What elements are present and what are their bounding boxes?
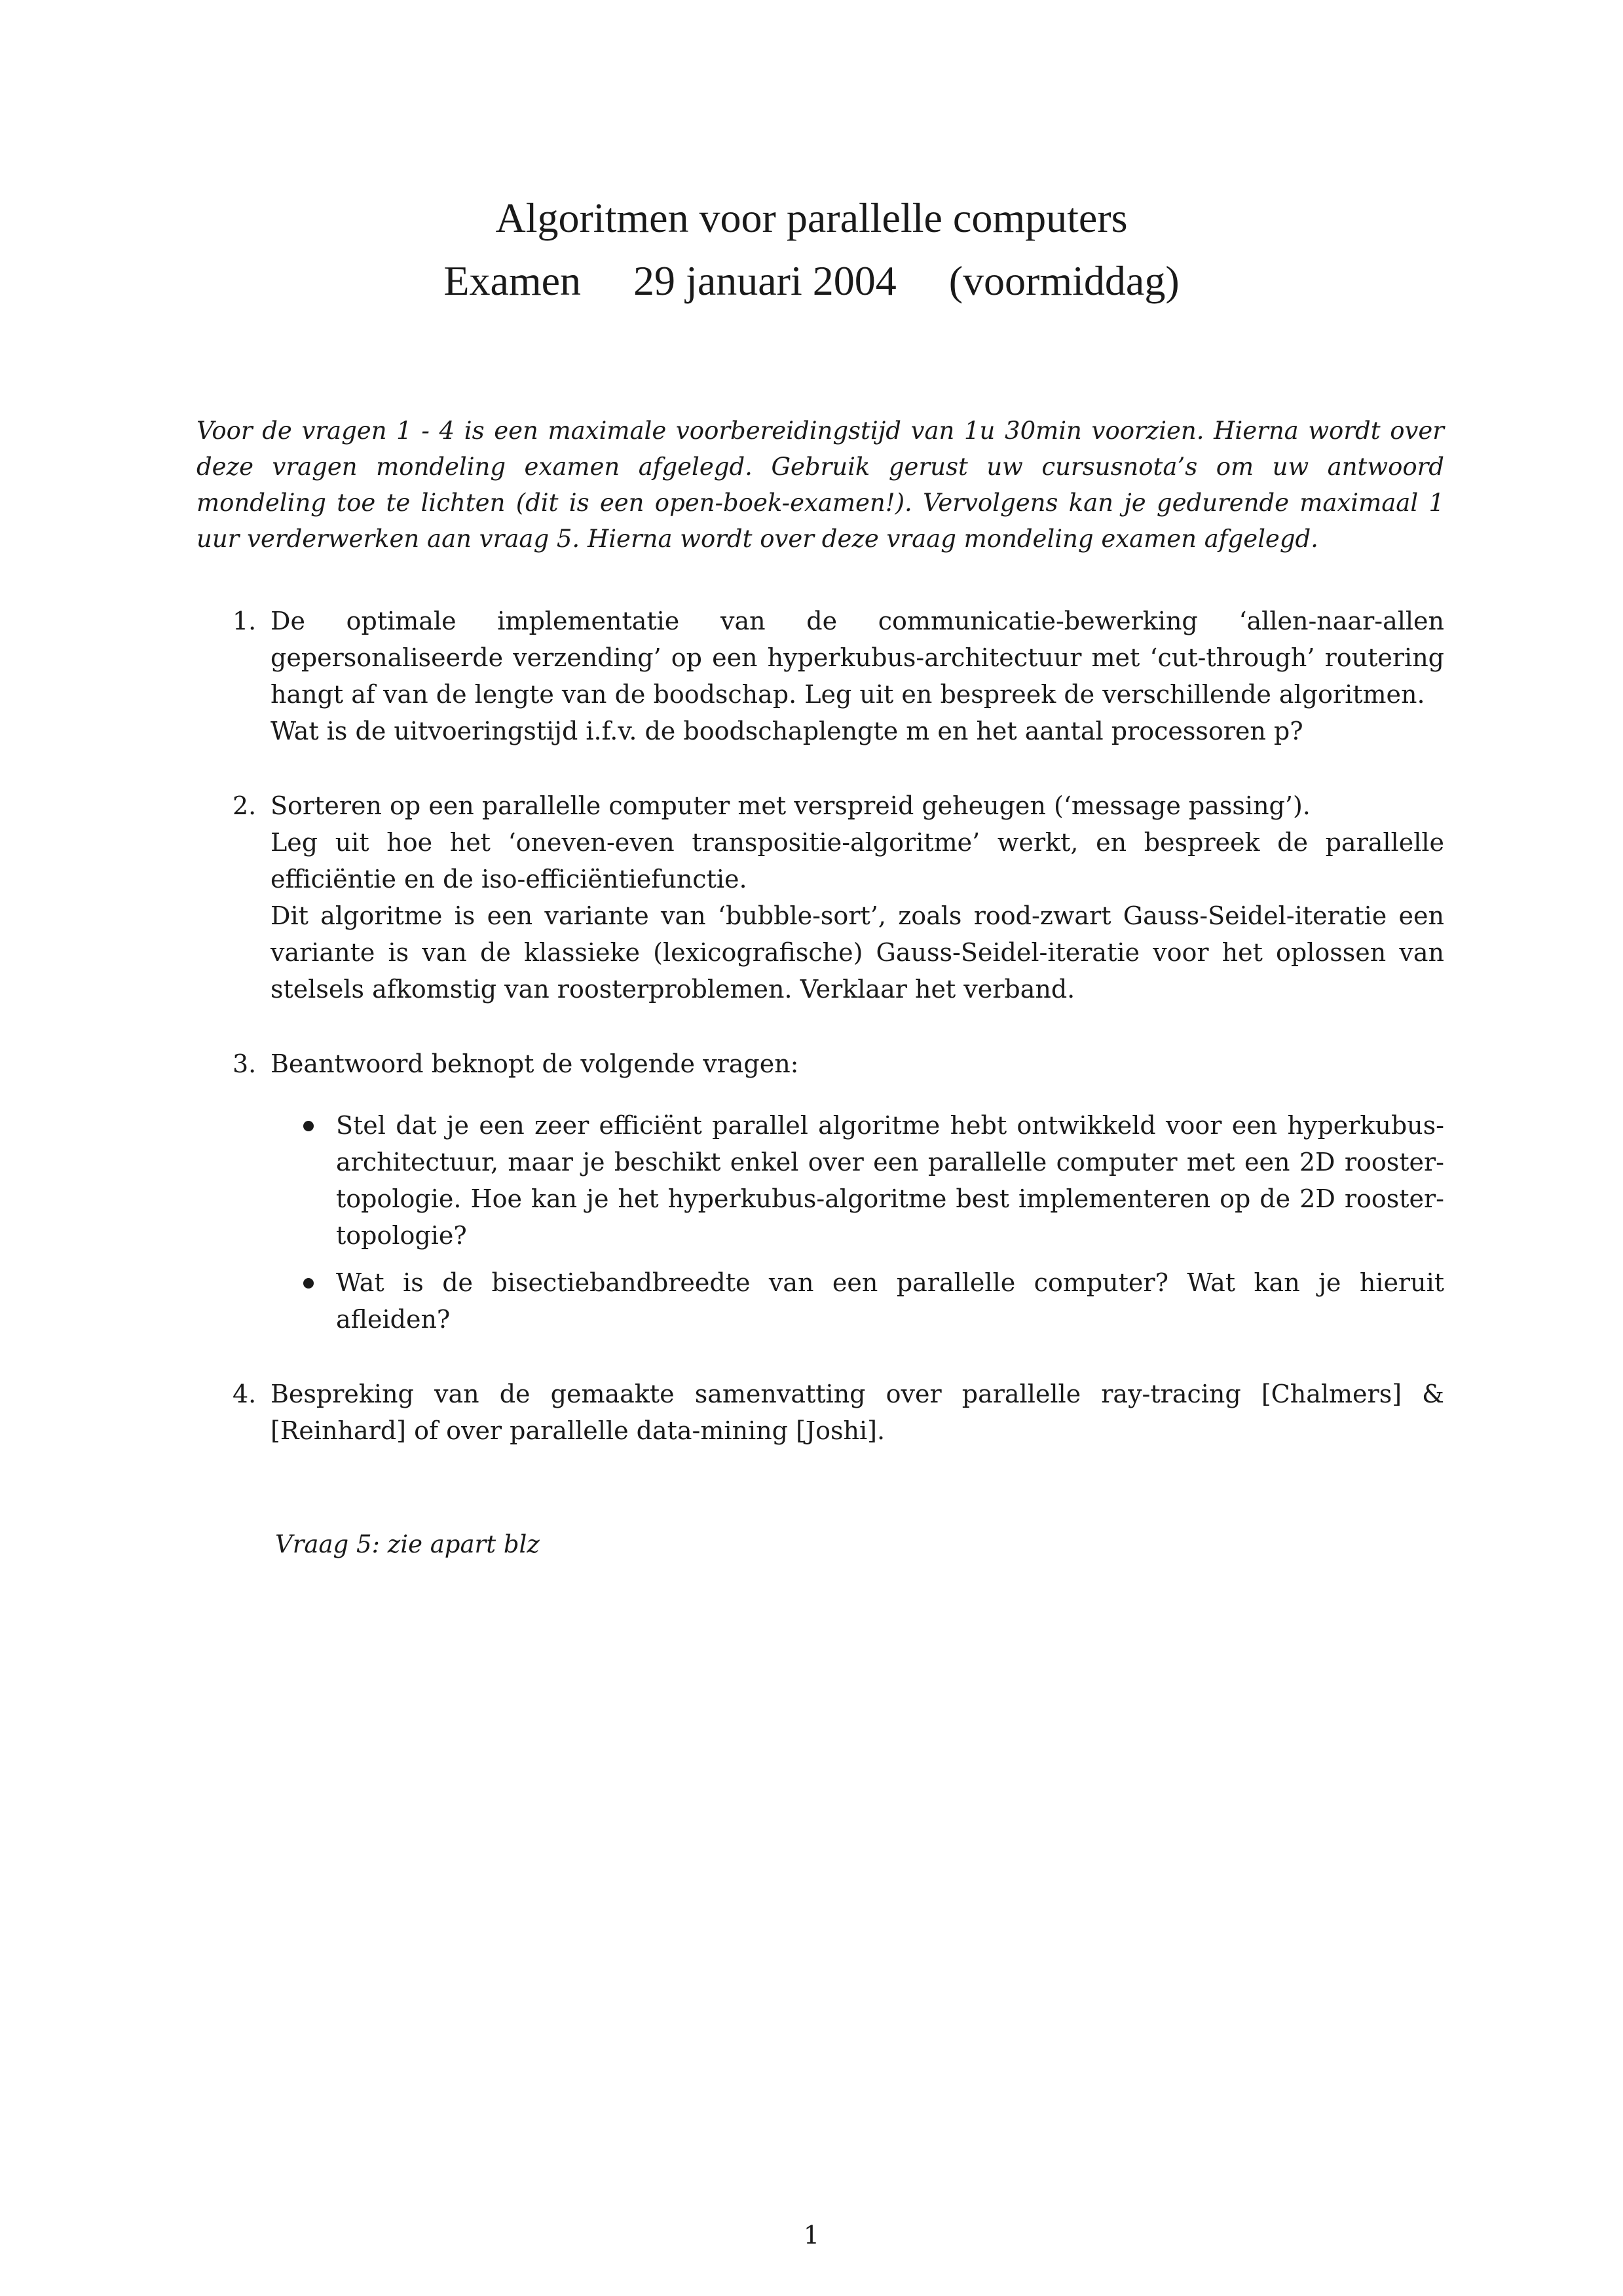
question-3 — [233, 1045, 1444, 1338]
question-2 — [233, 787, 1444, 1007]
question-text: Sorteren op een parallelle computer met verspreid geheugen (‘message passing’). — [270, 791, 1311, 820]
question-number: 4. — [233, 1380, 257, 1408]
bullet-icon — [303, 1121, 314, 1131]
bullet-item — [336, 1264, 1444, 1338]
question-number: 2. — [233, 791, 257, 820]
question-number: 1. — [233, 607, 257, 635]
question-text: De optimale implementatie van de communicatie-bewerking ‘allen-naar-allen gepersonaliseerde verzending’ op een hyperkubus-architectuur met ‘cut-through’ routering hangt af van de lengte van de boodschap. Leg uit en bespreek de verschillende algoritmen. — [270, 607, 1444, 709]
question-text: Leg uit hoe het ‘oneven-even transpositie-algoritme’ werkt, en bespreek de parallelle efficiëntie en de iso-efficiëntiefunctie. — [270, 828, 1444, 894]
question-list — [233, 603, 1444, 1487]
question-text: Dit algoritme is een variante van ‘bubble-sort’, zoals rood-zwart Gauss-Seidel-iteratie een variante is van de klassieke (lexicografische) Gauss-Seidel-iteratie voor het oplossen van stelsels afkomstig van roosterproblemen. Verklaar het verband. — [270, 901, 1444, 1004]
exam-label: Examen — [443, 257, 582, 304]
bullet-text: Stel dat je een zeer efficiënt parallel algoritme hebt ontwikkeld voor een hyperkubus-architectuur, maar je beschikt enkel over een parallelle computer met een 2D rooster-topologie. Hoe kan je het hyperkubus-algoritme best implementeren op de 2D rooster-topologie? — [336, 1111, 1444, 1250]
course-title: Algoritmen voor parallelle computers — [495, 195, 1128, 241]
intro-paragraph: Voor de vragen 1 - 4 is een maximale voorbereidingstijd van 1u 30min voorzien. Hierna wordt over deze vragen mondeling examen afgelegd. Gebruik gerust uw cursusnota’s om uw antwoord mondeling toe te lichten (dit is een open-boek-examen!). Vervolgens kan je gedurende maximaal 1 uur verderwerken aan vraag 5. Hierna wordt over deze vraag mondeling examen afgelegd. — [196, 417, 1444, 553]
bullet-list — [270, 1107, 1444, 1338]
bullet-text: Wat is de bisectiebandbreedte van een parallelle computer? Wat kan je hieruit afleiden? — [336, 1268, 1444, 1334]
question-5-note: Vraag 5: zie apart blz — [275, 1530, 540, 1558]
page-number: 1 — [803, 2221, 820, 2249]
exam-line — [0, 250, 1623, 312]
bullet-item — [336, 1107, 1444, 1254]
question-1 — [233, 603, 1444, 749]
question-text: Beantwoord beknopt de volgende vragen: — [270, 1049, 799, 1078]
exam-date: 29 januari 2004 — [633, 257, 897, 304]
question-4 — [233, 1376, 1444, 1449]
question-text: Wat is de uitvoeringstijd i.f.v. de boodschaplengte m en het aantal processoren p? — [270, 717, 1303, 745]
question-text: Bespreking van de gemaakte samenvatting over parallelle ray-tracing [Chalmers] & [Reinhard] of over parallelle data-mining [Joshi]. — [270, 1380, 1444, 1445]
bullet-icon — [303, 1278, 314, 1289]
exam-header — [0, 187, 1623, 312]
question-number: 3. — [233, 1049, 257, 1078]
exam-session: (voormiddag) — [948, 257, 1180, 304]
